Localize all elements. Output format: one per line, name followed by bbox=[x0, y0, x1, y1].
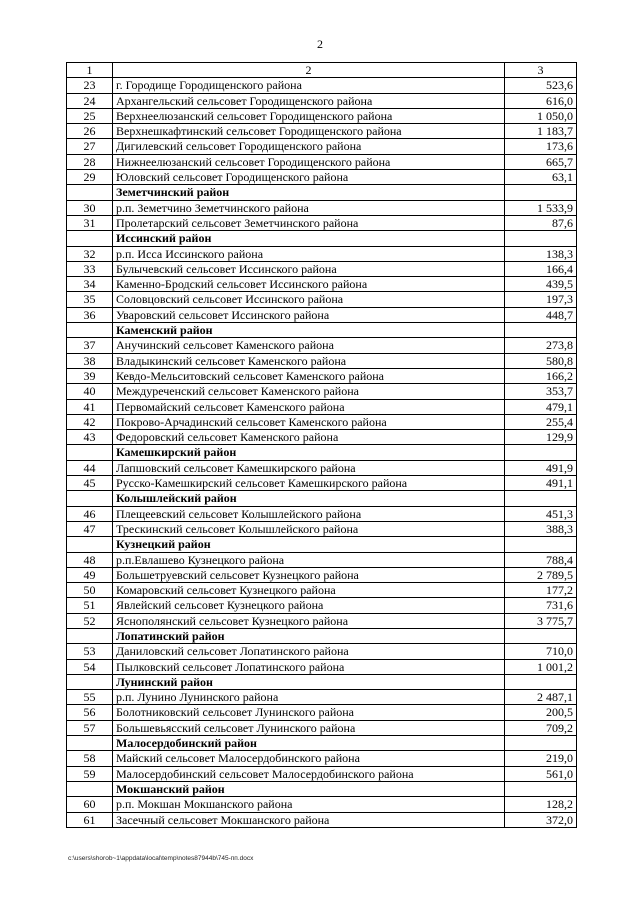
row-value: 710,0 bbox=[505, 644, 577, 659]
row-number: 50 bbox=[67, 583, 113, 598]
table-row bbox=[67, 139, 577, 154]
row-value: 561,0 bbox=[505, 766, 577, 781]
table-row bbox=[67, 430, 577, 445]
budget-table bbox=[66, 62, 577, 828]
table-row bbox=[67, 93, 577, 108]
row-name: Даниловский сельсовет Лопатинского района bbox=[113, 644, 505, 659]
section-row bbox=[67, 231, 577, 246]
table-row bbox=[67, 690, 577, 705]
row-number: 56 bbox=[67, 705, 113, 720]
row-number: 49 bbox=[67, 567, 113, 582]
footer-file-path: c:\users\shorob~1\appdata\local\temp\notes87944b\745-пп.docx bbox=[68, 855, 254, 862]
row-name: Явлейский сельсовет Кузнецкого района bbox=[113, 598, 505, 613]
row-value: 197,3 bbox=[505, 292, 577, 307]
table-row bbox=[67, 124, 577, 139]
row-number: 59 bbox=[67, 766, 113, 781]
row-value bbox=[505, 445, 577, 460]
row-name: Большевьясский сельсовет Лунинского района bbox=[113, 720, 505, 735]
row-number: 44 bbox=[67, 460, 113, 475]
header-cell-value: 3 bbox=[505, 63, 577, 78]
row-value: 219,0 bbox=[505, 751, 577, 766]
row-value bbox=[505, 736, 577, 751]
row-value: 1 533,9 bbox=[505, 200, 577, 215]
row-value: 1 183,7 bbox=[505, 124, 577, 139]
row-number: 43 bbox=[67, 430, 113, 445]
row-value: 616,0 bbox=[505, 93, 577, 108]
row-name: Лапшовский сельсовет Камешкирского района bbox=[113, 460, 505, 475]
row-number: 61 bbox=[67, 812, 113, 827]
row-number bbox=[67, 445, 113, 460]
row-value: 439,5 bbox=[505, 277, 577, 292]
table-row bbox=[67, 384, 577, 399]
row-name: Болотниковский сельсовет Лунинского района bbox=[113, 705, 505, 720]
table-row bbox=[67, 154, 577, 169]
row-value: 200,5 bbox=[505, 705, 577, 720]
row-value: 479,1 bbox=[505, 399, 577, 414]
row-value: 2 487,1 bbox=[505, 690, 577, 705]
row-name: Малосердобинский район bbox=[113, 736, 505, 751]
row-number: 31 bbox=[67, 215, 113, 230]
row-number: 33 bbox=[67, 261, 113, 276]
row-name: Земетчинский район bbox=[113, 185, 505, 200]
row-value: 788,4 bbox=[505, 552, 577, 567]
row-name: Иссинский район bbox=[113, 231, 505, 246]
row-value: 353,7 bbox=[505, 384, 577, 399]
row-name: Колышлейский район bbox=[113, 491, 505, 506]
row-value: 372,0 bbox=[505, 812, 577, 827]
table-row bbox=[67, 170, 577, 185]
row-name: Федоровский сельсовет Каменского района bbox=[113, 430, 505, 445]
table-row bbox=[67, 766, 577, 781]
row-number: 53 bbox=[67, 644, 113, 659]
row-number: 35 bbox=[67, 292, 113, 307]
table-row bbox=[67, 78, 577, 93]
row-name: Майский сельсовет Малосердобинского района bbox=[113, 751, 505, 766]
row-number: 36 bbox=[67, 307, 113, 322]
table-row bbox=[67, 476, 577, 491]
table-row bbox=[67, 307, 577, 322]
row-name: Нижнеелюзанский сельсовет Городищенского района bbox=[113, 154, 505, 169]
row-name: Верхнешкафтинский сельсовет Городищенского района bbox=[113, 124, 505, 139]
row-number: 34 bbox=[67, 277, 113, 292]
row-value: 580,8 bbox=[505, 353, 577, 368]
table-row bbox=[67, 506, 577, 521]
row-name: г. Городище Городищенского района bbox=[113, 78, 505, 93]
table-body bbox=[67, 63, 577, 828]
row-number bbox=[67, 491, 113, 506]
row-value: 1 050,0 bbox=[505, 108, 577, 123]
table-row bbox=[67, 583, 577, 598]
row-name: Покрово-Арчадинский сельсовет Каменского района bbox=[113, 414, 505, 429]
row-value: 491,1 bbox=[505, 476, 577, 491]
row-value: 129,9 bbox=[505, 430, 577, 445]
row-number: 47 bbox=[67, 521, 113, 536]
row-value: 388,3 bbox=[505, 521, 577, 536]
row-name: Большетруевский сельсовет Кузнецкого района bbox=[113, 567, 505, 582]
row-number: 45 bbox=[67, 476, 113, 491]
row-name: р.п. Лунино Лунинского района bbox=[113, 690, 505, 705]
row-value: 731,6 bbox=[505, 598, 577, 613]
row-number: 55 bbox=[67, 690, 113, 705]
row-name: Соловцовский сельсовет Иссинского района bbox=[113, 292, 505, 307]
table-row bbox=[67, 797, 577, 812]
row-name: Анучинский сельсовет Каменского района bbox=[113, 338, 505, 353]
table-row bbox=[67, 338, 577, 353]
row-value bbox=[505, 537, 577, 552]
row-name: Каменский район bbox=[113, 323, 505, 338]
row-value bbox=[505, 628, 577, 643]
row-number: 37 bbox=[67, 338, 113, 353]
table-row bbox=[67, 659, 577, 674]
row-value: 665,7 bbox=[505, 154, 577, 169]
row-name: Трескинский сельсовет Колышлейского района bbox=[113, 521, 505, 536]
row-value: 3 775,7 bbox=[505, 613, 577, 628]
row-name: р.п.Евлашево Кузнецкого района bbox=[113, 552, 505, 567]
row-number bbox=[67, 781, 113, 796]
table-row bbox=[67, 261, 577, 276]
row-number: 46 bbox=[67, 506, 113, 521]
table-header-row bbox=[67, 63, 577, 78]
row-value: 128,2 bbox=[505, 797, 577, 812]
section-row bbox=[67, 537, 577, 552]
row-number: 60 bbox=[67, 797, 113, 812]
row-number bbox=[67, 537, 113, 552]
row-number bbox=[67, 628, 113, 643]
section-row bbox=[67, 736, 577, 751]
row-name: Камешкирский район bbox=[113, 445, 505, 460]
row-name: Лопатинский район bbox=[113, 628, 505, 643]
section-row bbox=[67, 323, 577, 338]
row-name: Пролетарский сельсовет Земетчинского района bbox=[113, 215, 505, 230]
table-row bbox=[67, 552, 577, 567]
row-value: 166,4 bbox=[505, 261, 577, 276]
row-name: Засечный сельсовет Мокшанского района bbox=[113, 812, 505, 827]
row-number: 26 bbox=[67, 124, 113, 139]
row-number: 51 bbox=[67, 598, 113, 613]
row-value: 177,2 bbox=[505, 583, 577, 598]
row-name: Пылковский сельсовет Лопатинского района bbox=[113, 659, 505, 674]
row-name: Кевдо-Мельситовский сельсовет Каменского района bbox=[113, 368, 505, 383]
row-value bbox=[505, 231, 577, 246]
row-number: 58 bbox=[67, 751, 113, 766]
row-number bbox=[67, 185, 113, 200]
row-name: Дигилевский сельсовет Городищенского района bbox=[113, 139, 505, 154]
row-number: 27 bbox=[67, 139, 113, 154]
row-value bbox=[505, 185, 577, 200]
row-name: р.п. Земетчино Земетчинского района bbox=[113, 200, 505, 215]
row-name: Булычевский сельсовет Иссинского района bbox=[113, 261, 505, 276]
row-number: 38 bbox=[67, 353, 113, 368]
section-row bbox=[67, 491, 577, 506]
row-number bbox=[67, 231, 113, 246]
row-name: Верхнеелюзанский сельсовет Городищенского района bbox=[113, 108, 505, 123]
table-row bbox=[67, 705, 577, 720]
row-number: 42 bbox=[67, 414, 113, 429]
table-row bbox=[67, 613, 577, 628]
row-number bbox=[67, 323, 113, 338]
row-name: Плещеевский сельсовет Колышлейского района bbox=[113, 506, 505, 521]
row-value: 523,6 bbox=[505, 78, 577, 93]
page-number: 2 bbox=[317, 37, 323, 51]
row-value: 273,8 bbox=[505, 338, 577, 353]
row-number: 41 bbox=[67, 399, 113, 414]
row-number bbox=[67, 674, 113, 689]
row-name: Русско-Камешкирский сельсовет Камешкирского района bbox=[113, 476, 505, 491]
table-row bbox=[67, 108, 577, 123]
row-value bbox=[505, 323, 577, 338]
table-row bbox=[67, 246, 577, 261]
table-row bbox=[67, 399, 577, 414]
row-name: Кузнецкий район bbox=[113, 537, 505, 552]
table-row bbox=[67, 598, 577, 613]
row-name: Первомайский сельсовет Каменского района bbox=[113, 399, 505, 414]
row-number: 32 bbox=[67, 246, 113, 261]
row-value: 166,2 bbox=[505, 368, 577, 383]
table-row bbox=[67, 812, 577, 827]
row-value: 138,3 bbox=[505, 246, 577, 261]
table-row bbox=[67, 215, 577, 230]
table-row bbox=[67, 200, 577, 215]
row-number: 25 bbox=[67, 108, 113, 123]
row-value: 451,3 bbox=[505, 506, 577, 521]
row-value: 87,6 bbox=[505, 215, 577, 230]
row-name: Мокшанский район bbox=[113, 781, 505, 796]
row-number: 30 bbox=[67, 200, 113, 215]
row-name: Юловский сельсовет Городищенского района bbox=[113, 170, 505, 185]
table-row bbox=[67, 414, 577, 429]
table-row bbox=[67, 521, 577, 536]
table-row bbox=[67, 644, 577, 659]
row-value: 255,4 bbox=[505, 414, 577, 429]
row-value: 2 789,5 bbox=[505, 567, 577, 582]
row-number: 48 bbox=[67, 552, 113, 567]
row-name: р.п. Исса Иссинского района bbox=[113, 246, 505, 261]
row-number: 29 bbox=[67, 170, 113, 185]
section-row bbox=[67, 445, 577, 460]
table-row bbox=[67, 277, 577, 292]
header-cell-number: 1 bbox=[67, 63, 113, 78]
row-number: 52 bbox=[67, 613, 113, 628]
row-value bbox=[505, 491, 577, 506]
section-row bbox=[67, 185, 577, 200]
row-name: р.п. Мокшан Мокшанского района bbox=[113, 797, 505, 812]
row-name: Лунинский район bbox=[113, 674, 505, 689]
row-name: Малосердобинский сельсовет Малосердобинского района bbox=[113, 766, 505, 781]
row-number: 57 bbox=[67, 720, 113, 735]
row-number bbox=[67, 736, 113, 751]
row-name: Владыкинский сельсовет Каменского района bbox=[113, 353, 505, 368]
row-number: 40 bbox=[67, 384, 113, 399]
table-row bbox=[67, 353, 577, 368]
row-name: Яснополянский сельсовет Кузнецкого района bbox=[113, 613, 505, 628]
row-value: 491,9 bbox=[505, 460, 577, 475]
table-row bbox=[67, 751, 577, 766]
row-value bbox=[505, 781, 577, 796]
row-name: Архангельский сельсовет Городищенского района bbox=[113, 93, 505, 108]
row-number: 23 bbox=[67, 78, 113, 93]
section-row bbox=[67, 628, 577, 643]
row-value: 709,2 bbox=[505, 720, 577, 735]
row-name: Уваровский сельсовет Иссинского района bbox=[113, 307, 505, 322]
row-name: Междуреченский сельсовет Каменского района bbox=[113, 384, 505, 399]
row-number: 39 bbox=[67, 368, 113, 383]
section-row bbox=[67, 781, 577, 796]
table-row bbox=[67, 720, 577, 735]
header-cell-name: 2 bbox=[113, 63, 505, 78]
table-row bbox=[67, 292, 577, 307]
row-number: 24 bbox=[67, 93, 113, 108]
row-name: Каменно-Бродский сельсовет Иссинского района bbox=[113, 277, 505, 292]
row-value bbox=[505, 674, 577, 689]
row-number: 28 bbox=[67, 154, 113, 169]
row-value: 448,7 bbox=[505, 307, 577, 322]
table-row bbox=[67, 460, 577, 475]
row-name: Комаровский сельсовет Кузнецкого района bbox=[113, 583, 505, 598]
row-number: 54 bbox=[67, 659, 113, 674]
row-value: 173,6 bbox=[505, 139, 577, 154]
table-row bbox=[67, 567, 577, 582]
section-row bbox=[67, 674, 577, 689]
row-value: 63,1 bbox=[505, 170, 577, 185]
table-row bbox=[67, 368, 577, 383]
row-value: 1 001,2 bbox=[505, 659, 577, 674]
